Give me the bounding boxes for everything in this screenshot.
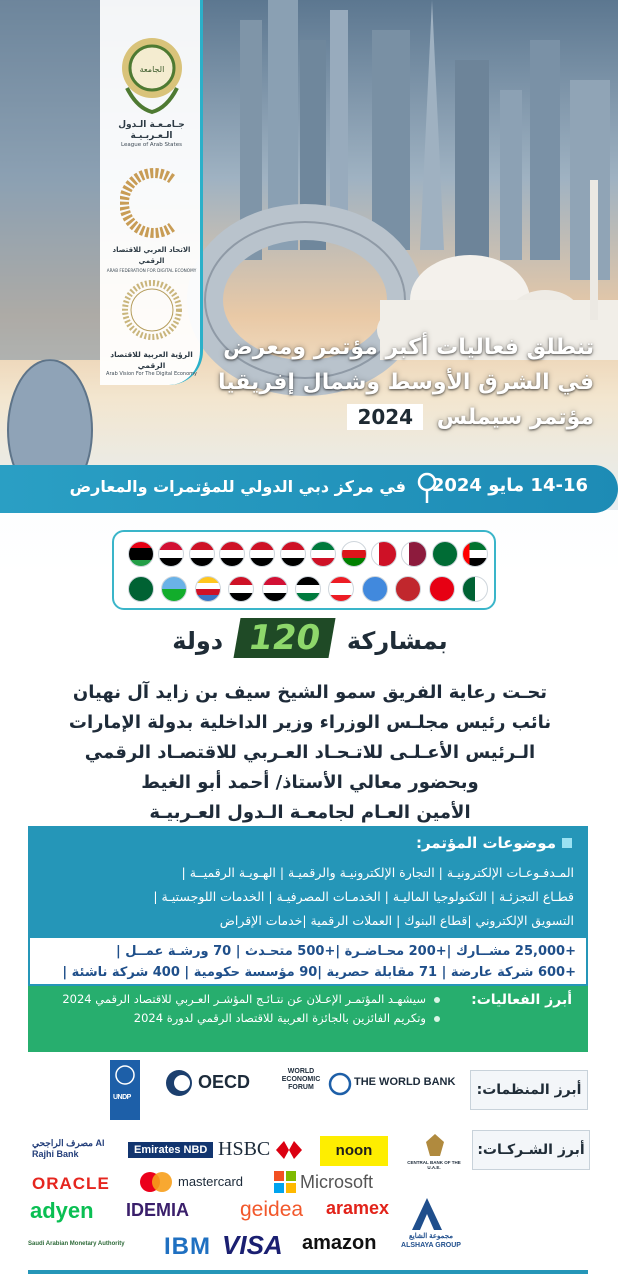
world-bank-icon: [328, 1072, 352, 1096]
saudi-arabia-flag-icon: [432, 541, 458, 567]
iraq-flag-icon: [280, 541, 306, 567]
arab-federation-digital-economy-logo: [100, 165, 203, 274]
league-logo-label: جـامـعـة الـدول الـعـربـيـة: [118, 120, 185, 141]
syria-flag-icon: [189, 541, 215, 567]
uae-flag-icon: [462, 541, 488, 567]
geidea-logo: geidea: [240, 1198, 304, 1221]
oecd-logo: OECD: [198, 1072, 251, 1092]
hero-banner: [0, 0, 618, 510]
mastercard-circles-icon: [138, 1171, 174, 1193]
emirates-nbd-logo: Emirates NBD: [128, 1142, 213, 1158]
aramex-logo: aramex: [326, 1198, 390, 1218]
league-of-arab-states-logo: [100, 28, 203, 149]
wef-logo: WORLD ECONOMIC FORUM: [281, 1068, 321, 1091]
stats-line: +25,000 مشــارك |+200 محـاضـرة |+500 متحـدث | 70 ورشـة عمــل |: [116, 944, 576, 959]
highlight-events-box: [28, 986, 588, 1052]
oman-flag-icon: [341, 541, 367, 567]
al-rajhi-bank-logo: مصرف الراجحي Al Rajhi Bank: [32, 1138, 105, 1159]
year-badge: 2024: [347, 404, 423, 430]
bahrain-flag-icon: [371, 541, 397, 567]
amazon-logo: amazon: [302, 1232, 377, 1254]
visa-logo: VISA: [222, 1230, 283, 1260]
flags-row-1: [128, 541, 488, 567]
organizations-label: أبرز المنظمات:: [470, 1070, 588, 1110]
idemia-logo: IDEMIA: [126, 1200, 189, 1220]
dotted-ring-icon: [120, 165, 184, 241]
somalia-flag-icon: [362, 576, 388, 602]
event-item: وتكريم الفائزين بالجائزة العربية للاقتصاد الرقمي لدورة 2024: [40, 1009, 440, 1028]
participating-countries: [160, 618, 460, 672]
federation-logo-label: الاتحاد العربي للاقتصاد الرقمي: [112, 246, 191, 265]
sudan-flag-icon: [158, 541, 184, 567]
oecd-icon: [164, 1068, 194, 1098]
flags-row-2: [128, 576, 488, 602]
topics-title: [416, 834, 572, 852]
undp-logo-text: UNDP: [113, 1094, 131, 1101]
algeria-flag-icon: [462, 576, 488, 602]
topics-title-text: موضوعات المؤتمر:: [415, 834, 556, 852]
lebanon-flag-icon: [328, 576, 354, 602]
laurel-emblem-icon: [117, 28, 187, 116]
events-title: أبرز الفعاليات:: [471, 992, 572, 1008]
conference-name: مؤتمر سيملس: [436, 405, 594, 430]
microsoft-logo: Microsoft: [300, 1172, 374, 1192]
events-list: [40, 990, 440, 1028]
jordan-flag-icon: [295, 576, 321, 602]
morocco-flag-icon: [395, 576, 421, 602]
headline-line-1: تنطلق فعاليات أكبر مؤتمر ومعرض: [223, 335, 594, 360]
egypt-flag-icon: [219, 541, 245, 567]
comoros-flag-icon: [195, 576, 221, 602]
patronage-line: الـرئيس الأعـلـى للاتـحـاد العـربي للاقتصـاد الرقمي: [84, 742, 536, 763]
topics-line: المـدفـوعـات الإلكترونيـة | التجارة الإلكترونيـة والرقميـة | الهـويـة الرقميــة |: [181, 865, 574, 880]
yemen-flag-icon: [249, 541, 275, 567]
participation-suffix: دولة: [172, 627, 224, 655]
undp-logo: [110, 1060, 140, 1120]
microsoft-squares-icon: [274, 1171, 296, 1193]
companies-label: أبرز الشـركـات:: [472, 1130, 590, 1170]
headline-line-3: [124, 400, 594, 435]
conference-stats-box: [28, 936, 588, 986]
sama-logo: Saudi Arabian Monetary Authority: [28, 1241, 125, 1247]
uae-central-bank-logo: CENTRAL BANK OF THE U.A.E.: [407, 1160, 461, 1170]
svg-text:الجامعة: الجامعة: [139, 65, 164, 74]
patronage-line: تحـت رعاية الفريق سمو الشيخ سيف بن زايد آل نهيان: [72, 682, 548, 703]
adyen-logo: adyen: [30, 1198, 94, 1223]
date-venue-bar: [0, 465, 618, 513]
organizations-row: [28, 1060, 588, 1118]
mauritania-flag-icon: [128, 576, 154, 602]
patronage-line: نائب رئيس مجلـس الوزراء وزير الداخلية بدولة الإمارات: [68, 712, 552, 733]
mastercard-logo: mastercard: [178, 1174, 244, 1189]
world-bank-logo: THE WORLD BANK: [354, 1076, 456, 1088]
falcon-emblem-icon: [422, 1132, 448, 1158]
location-pin-icon: [416, 471, 438, 505]
topics-line: قطـاع التجزئـة | التكنولوجيا الماليـة | الخدمـات المصرفيـة | الخدمات اللوجستيـة |: [153, 889, 574, 904]
vision-logo-sub: Arab Vision For The Digital Economy: [106, 371, 197, 377]
country-count: 120: [234, 618, 336, 658]
league-logo-sub: League of Arab States: [121, 142, 182, 148]
un-emblem-icon: [110, 1060, 140, 1090]
alshaya-group-logo: مجموعة الشايع ALSHAYA GROUP: [401, 1233, 461, 1249]
hsbc-logo: HSBC: [218, 1138, 271, 1160]
patronage-line: الأمين العـام لجامعـة الـدول العـربيـة: [149, 802, 471, 823]
hsbc-hexagon-icon: [276, 1141, 302, 1159]
headline-line-2: في الشرق الأوسط وشمال إفريقيا: [217, 370, 594, 395]
square-bullet-icon: [562, 838, 572, 848]
participation-prefix: بمشاركة: [346, 627, 448, 655]
djibouti-flag-icon: [161, 576, 187, 602]
oracle-logo: ORACLE: [32, 1174, 110, 1193]
bottom-divider: [28, 1270, 588, 1274]
libya-flag-icon: [128, 541, 154, 567]
tunisia-flag-icon: [429, 576, 455, 602]
topics-list: [42, 861, 574, 933]
vision-logo-label: الرؤية العربية للاقتصاد الرقمي: [110, 350, 193, 370]
qatar-flag-icon: [401, 541, 427, 567]
yemen-flag-2-icon: [228, 576, 254, 602]
event-venue: في مركز دبي الدولي للمؤتمرات والمعارض: [69, 477, 406, 496]
noon-logo: noon: [320, 1136, 388, 1166]
patronage-line: وبحضور معالي الأستاذ/ أحمد أبو الغيط: [141, 772, 479, 793]
alshaya-a-icon: [412, 1198, 442, 1230]
kuwait-flag-icon: [310, 541, 336, 567]
event-item: سيشهـد المؤتمـر الإعـلان عن نتـائـج المؤشـر العـربي للاقتصاد الرقمي 2024: [40, 990, 440, 1009]
patronage-statement: [60, 678, 560, 828]
participating-flags-panel: [112, 530, 496, 610]
sudan-flag-2-icon: [262, 576, 288, 602]
event-date: 14-16 مايو 2024: [431, 475, 588, 496]
conference-topics-box: [28, 826, 588, 936]
topics-line: التسويق الإلكتروني |قطاع البنوك | العملات الرقمية |خدمات الإقراض: [219, 913, 574, 928]
headline: [124, 330, 594, 435]
stats-line: +600 شركة عارضة | 71 مقابلة حصرية |90 مؤسسة حكومية | 400 شركة ناشئة |: [62, 965, 576, 980]
federation-logo-sub: ARAB FEDERATION FOR DIGITAL ECONOMY: [106, 268, 197, 273]
ibm-logo: IBM: [164, 1233, 211, 1260]
logo-sidebar: [100, 0, 203, 385]
